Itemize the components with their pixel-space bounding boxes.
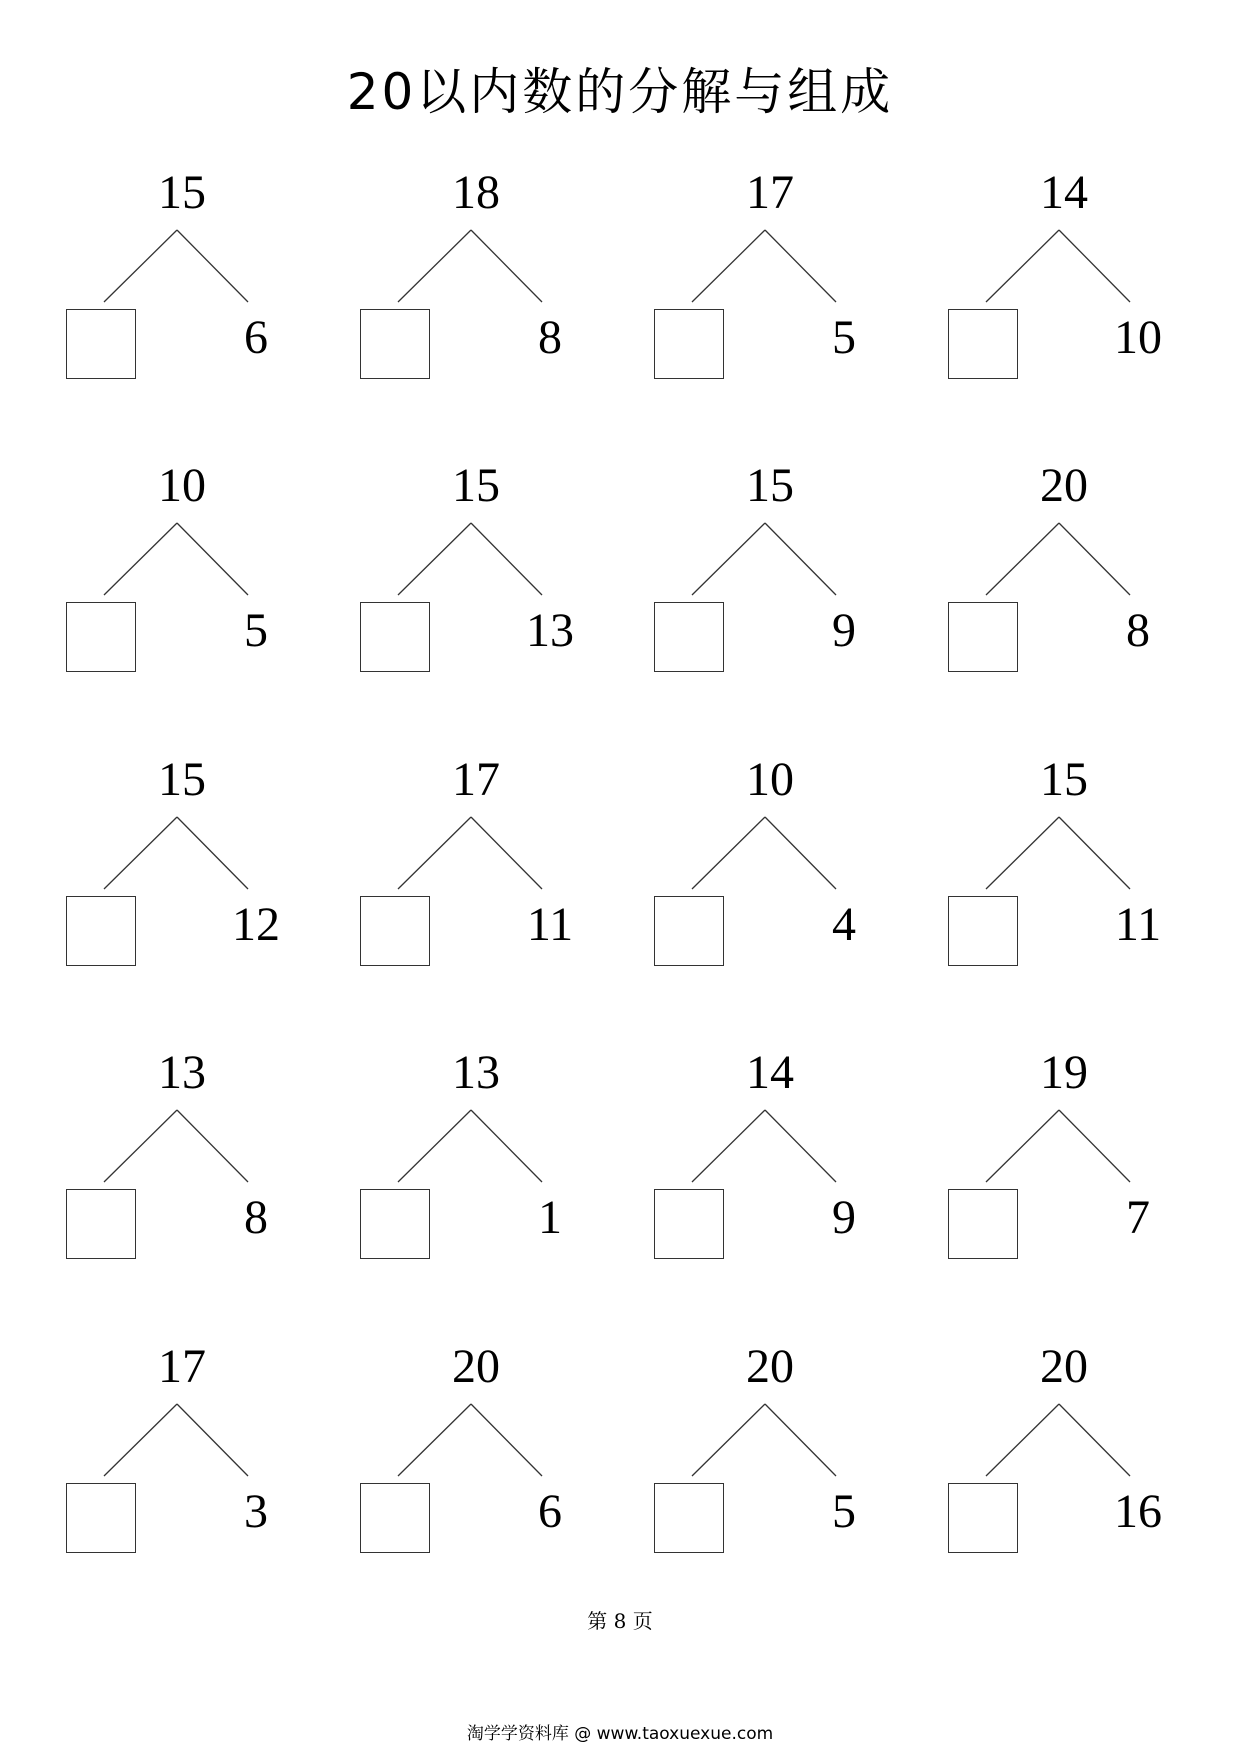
total-number: 20 xyxy=(1040,1340,1088,1393)
total-number: 14 xyxy=(1040,166,1088,219)
decomposition-problem xyxy=(360,1334,620,1564)
left-branch-line xyxy=(104,817,177,889)
left-branch-line xyxy=(398,817,471,889)
left-branch-line xyxy=(986,817,1059,889)
page-number: 第 8 页 xyxy=(587,1609,653,1633)
known-part-number: 8 xyxy=(244,1191,268,1244)
decomposition-problem xyxy=(66,453,326,683)
right-branch-line xyxy=(177,523,248,595)
left-branch-line xyxy=(986,230,1059,302)
right-branch-line xyxy=(765,1110,836,1182)
right-branch-line xyxy=(1059,817,1130,889)
known-part-number: 8 xyxy=(538,311,562,364)
known-part-number: 5 xyxy=(832,311,856,364)
decomposition-problem xyxy=(654,1334,914,1564)
total-number: 15 xyxy=(452,459,500,512)
total-number: 20 xyxy=(746,1340,794,1393)
left-branch-line xyxy=(104,523,177,595)
total-number: 13 xyxy=(452,1046,500,1099)
decomposition-problem xyxy=(654,160,914,390)
known-part-number: 11 xyxy=(526,898,574,951)
known-part-number: 12 xyxy=(232,898,280,951)
right-branch-line xyxy=(765,230,836,302)
left-branch-line xyxy=(692,1110,765,1182)
left-branch-line xyxy=(692,817,765,889)
answer-box[interactable] xyxy=(66,1483,136,1553)
answer-box[interactable] xyxy=(66,1189,136,1259)
known-part-number: 7 xyxy=(1126,1191,1150,1244)
known-part-number: 9 xyxy=(832,604,856,657)
right-branch-line xyxy=(765,523,836,595)
total-number: 17 xyxy=(158,1340,206,1393)
answer-box[interactable] xyxy=(360,896,430,966)
total-number: 17 xyxy=(452,753,500,806)
answer-box[interactable] xyxy=(66,602,136,672)
answer-box[interactable] xyxy=(948,602,1018,672)
right-branch-line xyxy=(471,523,542,595)
left-branch-line xyxy=(398,523,471,595)
known-part-number: 4 xyxy=(832,898,856,951)
right-branch-line xyxy=(1059,230,1130,302)
decomposition-problem xyxy=(66,160,326,390)
decomposition-problem xyxy=(66,1040,326,1270)
decomposition-problem xyxy=(948,160,1208,390)
decomposition-problem xyxy=(948,453,1208,683)
left-branch-line xyxy=(398,230,471,302)
known-part-number: 6 xyxy=(538,1485,562,1538)
decomposition-problem xyxy=(654,747,914,977)
decomposition-problem xyxy=(360,747,620,977)
known-part-number: 8 xyxy=(1126,604,1150,657)
known-part-number: 16 xyxy=(1114,1485,1162,1538)
page-title: 20以内数的分解与组成 xyxy=(346,63,894,121)
answer-box[interactable] xyxy=(360,1483,430,1553)
total-number: 17 xyxy=(746,166,794,219)
right-branch-line xyxy=(765,1404,836,1476)
answer-box[interactable] xyxy=(948,309,1018,379)
right-branch-line xyxy=(1059,1110,1130,1182)
total-number: 14 xyxy=(746,1046,794,1099)
total-number: 15 xyxy=(1040,753,1088,806)
total-number: 15 xyxy=(158,753,206,806)
decomposition-problem xyxy=(948,1334,1208,1564)
decomposition-problem xyxy=(654,453,914,683)
known-part-number: 11 xyxy=(1114,898,1162,951)
decomposition-problem xyxy=(66,1334,326,1564)
left-branch-line xyxy=(104,1110,177,1182)
right-branch-line xyxy=(177,1404,248,1476)
known-part-number: 3 xyxy=(244,1485,268,1538)
answer-box[interactable] xyxy=(654,309,724,379)
right-branch-line xyxy=(177,230,248,302)
total-number: 10 xyxy=(746,753,794,806)
decomposition-problem xyxy=(360,453,620,683)
right-branch-line xyxy=(471,1404,542,1476)
left-branch-line xyxy=(104,230,177,302)
left-branch-line xyxy=(986,1110,1059,1182)
total-number: 13 xyxy=(158,1046,206,1099)
total-number: 19 xyxy=(1040,1046,1088,1099)
answer-box[interactable] xyxy=(360,309,430,379)
answer-box[interactable] xyxy=(654,1483,724,1553)
decomposition-problem xyxy=(66,747,326,977)
left-branch-line xyxy=(986,523,1059,595)
known-part-number: 5 xyxy=(244,604,268,657)
left-branch-line xyxy=(104,1404,177,1476)
right-branch-line xyxy=(177,1110,248,1182)
left-branch-line xyxy=(692,1404,765,1476)
total-number: 18 xyxy=(452,166,500,219)
right-branch-line xyxy=(471,817,542,889)
answer-box[interactable] xyxy=(654,602,724,672)
known-part-number: 13 xyxy=(526,604,574,657)
known-part-number: 6 xyxy=(244,311,268,364)
known-part-number: 5 xyxy=(832,1485,856,1538)
answer-box[interactable] xyxy=(948,1189,1018,1259)
total-number: 15 xyxy=(746,459,794,512)
answer-box[interactable] xyxy=(66,896,136,966)
total-number: 20 xyxy=(452,1340,500,1393)
answer-box[interactable] xyxy=(948,896,1018,966)
right-branch-line xyxy=(1059,1404,1130,1476)
left-branch-line xyxy=(398,1110,471,1182)
answer-box[interactable] xyxy=(654,896,724,966)
total-number: 15 xyxy=(158,166,206,219)
right-branch-line xyxy=(471,1110,542,1182)
left-branch-line xyxy=(692,523,765,595)
decomposition-problem xyxy=(654,1040,914,1270)
answer-box[interactable] xyxy=(948,1483,1018,1553)
right-branch-line xyxy=(177,817,248,889)
answer-box[interactable] xyxy=(654,1189,724,1259)
footer-watermark: 淘学学资料库 @ www.taoxuexue.com xyxy=(466,1724,774,1744)
decomposition-problem xyxy=(360,160,620,390)
answer-box[interactable] xyxy=(360,1189,430,1259)
total-number: 10 xyxy=(158,459,206,512)
decomposition-problem xyxy=(360,1040,620,1270)
right-branch-line xyxy=(765,817,836,889)
right-branch-line xyxy=(471,230,542,302)
answer-box[interactable] xyxy=(360,602,430,672)
known-part-number: 1 xyxy=(538,1191,562,1244)
answer-box[interactable] xyxy=(66,309,136,379)
total-number: 20 xyxy=(1040,459,1088,512)
decomposition-problem xyxy=(948,1040,1208,1270)
left-branch-line xyxy=(986,1404,1059,1476)
left-branch-line xyxy=(692,230,765,302)
left-branch-line xyxy=(398,1404,471,1476)
known-part-number: 9 xyxy=(832,1191,856,1244)
decomposition-problem xyxy=(948,747,1208,977)
known-part-number: 10 xyxy=(1114,311,1162,364)
right-branch-line xyxy=(1059,523,1130,595)
